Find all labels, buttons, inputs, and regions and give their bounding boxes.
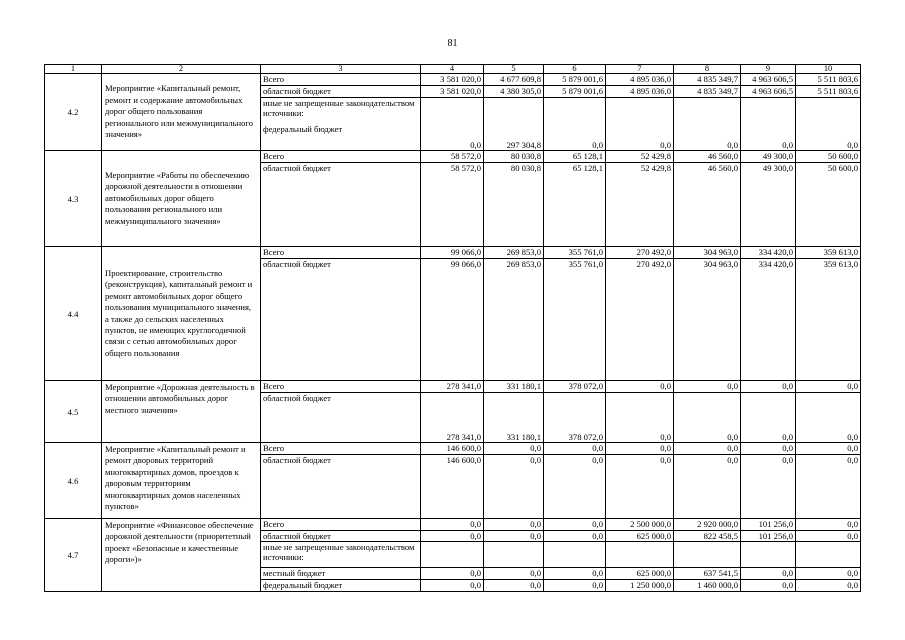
column-number-header: 2 [102, 65, 261, 74]
amount-cell: 0,0 [796, 519, 861, 531]
amount-cell: 4 895 036,0 [606, 74, 674, 86]
amount-cell: 0,0 [674, 393, 741, 443]
funding-source [261, 98, 421, 151]
amount-cell: 65 128,1 [544, 163, 606, 247]
amount-cell: 331 180,1 [484, 381, 544, 393]
amount-cell: 0,0 [674, 381, 741, 393]
amount-cell: 0,0 [544, 455, 606, 519]
amount-cell: 99 066,0 [421, 259, 484, 381]
amount-cell: 3 581 020,0 [421, 86, 484, 98]
column-number-header: 9 [741, 65, 796, 74]
amount-cell [674, 542, 741, 568]
amount-cell: 5 511 803,6 [796, 74, 861, 86]
table-row [45, 443, 861, 455]
amount-cell: 0,0 [484, 519, 544, 531]
funding-source: областной бюджет [261, 531, 421, 542]
amount-cell: 0,0 [544, 568, 606, 580]
amount-cell: 0,0 [796, 455, 861, 519]
measure-name: Проектирование, строительство (реконструкция), капитальный ремонт и ремонт автомобильных дорог общего пользования муниципального значения, а также до сельских населенных пунктов, не имеющих круглогодичной связи с сетью автомобильных дорог общего пользования [102, 247, 261, 381]
amount-cell: 359 613,0 [796, 259, 861, 381]
column-number-header: 3 [261, 65, 421, 74]
amount-cell [606, 542, 674, 568]
amount-cell: 0,0 [796, 98, 861, 151]
table-row [45, 151, 861, 163]
amount-cell: 101 256,0 [741, 519, 796, 531]
amount-cell: 1 250 000,0 [606, 580, 674, 592]
table-row [45, 74, 861, 86]
row-number: 4.3 [45, 151, 102, 247]
amount-cell: 0,0 [674, 98, 741, 151]
amount-cell: 49 300,0 [741, 151, 796, 163]
row-number: 4.7 [45, 519, 102, 592]
measure-name: Мероприятие «Финансовое обеспечение дорожной деятельности (приоритетный проект «Безопасные и качественные дороги»)» [102, 519, 261, 592]
column-number-header: 5 [484, 65, 544, 74]
amount-cell: 359 613,0 [796, 247, 861, 259]
amount-cell: 378 072,0 [544, 381, 606, 393]
column-number-header: 7 [606, 65, 674, 74]
amount-cell: 297 304,8 [484, 98, 544, 151]
amount-cell: 146 600,0 [421, 455, 484, 519]
amount-cell: 270 492,0 [606, 247, 674, 259]
amount-cell: 0,0 [606, 393, 674, 443]
amount-cell: 4 963 606,5 [741, 74, 796, 86]
amount-cell: 0,0 [741, 381, 796, 393]
amount-cell: 49 300,0 [741, 163, 796, 247]
row-number: 4.6 [45, 443, 102, 519]
column-number-row [45, 65, 861, 74]
column-number-header: 10 [796, 65, 861, 74]
amount-cell: 52 429,8 [606, 151, 674, 163]
amount-cell: 269 853,0 [484, 259, 544, 381]
amount-cell: 0,0 [606, 455, 674, 519]
amount-cell: 80 030,8 [484, 163, 544, 247]
measure-name: Мероприятие «Дорожная деятельность в отношении автомобильных дорог местного значения» [102, 381, 261, 443]
budget-table [44, 64, 861, 592]
amount-cell: 0,0 [606, 381, 674, 393]
funding-source: областной бюджет [261, 455, 421, 519]
amount-cell: 5 879 001,6 [544, 86, 606, 98]
amount-cell: 5 879 001,6 [544, 74, 606, 86]
amount-cell: 0,0 [421, 568, 484, 580]
amount-cell: 355 761,0 [544, 247, 606, 259]
amount-cell: 4 835 349,7 [674, 74, 741, 86]
amount-cell: 0,0 [606, 98, 674, 151]
amount-cell [544, 542, 606, 568]
amount-cell: 269 853,0 [484, 247, 544, 259]
amount-cell: 4 963 606,5 [741, 86, 796, 98]
amount-cell: 0,0 [484, 580, 544, 592]
amount-cell: 2 500 000,0 [606, 519, 674, 531]
amount-cell: 0,0 [421, 98, 484, 151]
table-row [45, 247, 861, 259]
amount-cell: 0,0 [796, 531, 861, 542]
page-number: 81 [447, 38, 458, 49]
table-row [45, 519, 861, 531]
amount-cell: 99 066,0 [421, 247, 484, 259]
funding-source: областной бюджет [261, 163, 421, 247]
column-number-header: 1 [45, 65, 102, 74]
amount-cell: 0,0 [421, 580, 484, 592]
amount-cell: 1 460 000,0 [674, 580, 741, 592]
amount-cell: 0,0 [544, 98, 606, 151]
row-number: 4.2 [45, 74, 102, 151]
funding-source: Всего [261, 247, 421, 259]
amount-cell: 0,0 [484, 455, 544, 519]
amount-cell: 0,0 [544, 443, 606, 455]
amount-cell: 80 030,8 [484, 151, 544, 163]
amount-cell: 4 895 036,0 [606, 86, 674, 98]
funding-source: областной бюджет [261, 259, 421, 381]
amount-cell: 355 761,0 [544, 259, 606, 381]
amount-cell: 4 835 349,7 [674, 86, 741, 98]
funding-source: федеральный бюджет [261, 580, 421, 592]
amount-cell: 101 256,0 [741, 531, 796, 542]
amount-cell: 334 420,0 [741, 247, 796, 259]
amount-cell: 0,0 [484, 443, 544, 455]
amount-cell: 65 128,1 [544, 151, 606, 163]
amount-cell: 0,0 [544, 531, 606, 542]
amount-cell: 50 600,0 [796, 151, 861, 163]
amount-cell [741, 542, 796, 568]
amount-cell: 0,0 [741, 568, 796, 580]
measure-name: Мероприятие «Работы по обеспечению дорожной деятельности в отношении автомобильных дорог общего пользования регионального или межмуниципального значения» [102, 151, 261, 247]
amount-cell: 0,0 [741, 580, 796, 592]
amount-cell: 50 600,0 [796, 163, 861, 247]
funding-source: местный бюджет [261, 568, 421, 580]
amount-cell: 625 000,0 [606, 531, 674, 542]
amount-cell: 334 420,0 [741, 259, 796, 381]
amount-cell: 0,0 [796, 443, 861, 455]
column-number-header: 4 [421, 65, 484, 74]
amount-cell: 58 572,0 [421, 163, 484, 247]
amount-cell: 0,0 [674, 455, 741, 519]
funding-source: иные не запрещенные законодательством источники: [261, 542, 421, 568]
funding-source: Всего [261, 151, 421, 163]
amount-cell: 278 341,0 [421, 381, 484, 393]
amount-cell: 822 458,5 [674, 531, 741, 542]
amount-cell: 0,0 [484, 568, 544, 580]
funding-source-label: федеральный бюджет [263, 124, 343, 134]
amount-cell: 278 341,0 [421, 393, 484, 443]
measure-name: Мероприятие «Капитальный ремонт, ремонт и содержание автомобильных дорог общего пользования регионального или межмуниципального значения» [102, 74, 261, 151]
amount-cell: 304 963,0 [674, 259, 741, 381]
amount-cell: 0,0 [741, 443, 796, 455]
amount-cell: 0,0 [544, 519, 606, 531]
amount-cell: 0,0 [674, 443, 741, 455]
amount-cell: 0,0 [741, 455, 796, 519]
amount-cell: 0,0 [796, 393, 861, 443]
amount-cell: 46 560,0 [674, 163, 741, 247]
amount-cell: 0,0 [741, 98, 796, 151]
funding-source: Всего [261, 443, 421, 455]
table-row [45, 381, 861, 393]
funding-source: Всего [261, 74, 421, 86]
amount-cell: 146 600,0 [421, 443, 484, 455]
amount-cell: 378 072,0 [544, 393, 606, 443]
amount-cell: 0,0 [484, 531, 544, 542]
amount-cell: 0,0 [421, 519, 484, 531]
amount-cell: 4 380 305,0 [484, 86, 544, 98]
amount-cell: 0,0 [421, 531, 484, 542]
amount-cell: 46 560,0 [674, 151, 741, 163]
funding-source: Всего [261, 381, 421, 393]
amount-cell: 270 492,0 [606, 259, 674, 381]
amount-cell: 58 572,0 [421, 151, 484, 163]
amount-cell [484, 542, 544, 568]
funding-source: Всего [261, 519, 421, 531]
funding-source-label: иные не запрещенные законодательством источники: [263, 98, 415, 118]
funding-source: областной бюджет [261, 86, 421, 98]
amount-cell: 52 429,8 [606, 163, 674, 247]
amount-cell: 0,0 [796, 381, 861, 393]
amount-cell [421, 542, 484, 568]
amount-cell: 331 180,1 [484, 393, 544, 443]
row-number: 4.4 [45, 247, 102, 381]
amount-cell: 625 000,0 [606, 568, 674, 580]
amount-cell: 5 511 803,6 [796, 86, 861, 98]
amount-cell: 4 677 609,8 [484, 74, 544, 86]
funding-source: областной бюджет [261, 393, 421, 443]
measure-name: Мероприятие «Капитальный ремонт и ремонт дворовых территорий многоквартирных домов, проездов к дворовым территориям многоквартирных домов населенных пунктов» [102, 443, 261, 519]
amount-cell: 0,0 [796, 568, 861, 580]
amount-cell: 3 581 020,0 [421, 74, 484, 86]
amount-cell: 0,0 [606, 443, 674, 455]
amount-cell: 0,0 [544, 580, 606, 592]
amount-cell: 637 541,5 [674, 568, 741, 580]
column-number-header: 6 [544, 65, 606, 74]
amount-cell [796, 542, 861, 568]
amount-cell: 0,0 [741, 393, 796, 443]
amount-cell: 304 963,0 [674, 247, 741, 259]
row-number: 4.5 [45, 381, 102, 443]
amount-cell: 0,0 [796, 580, 861, 592]
amount-cell: 2 920 000,0 [674, 519, 741, 531]
column-number-header: 8 [674, 65, 741, 74]
